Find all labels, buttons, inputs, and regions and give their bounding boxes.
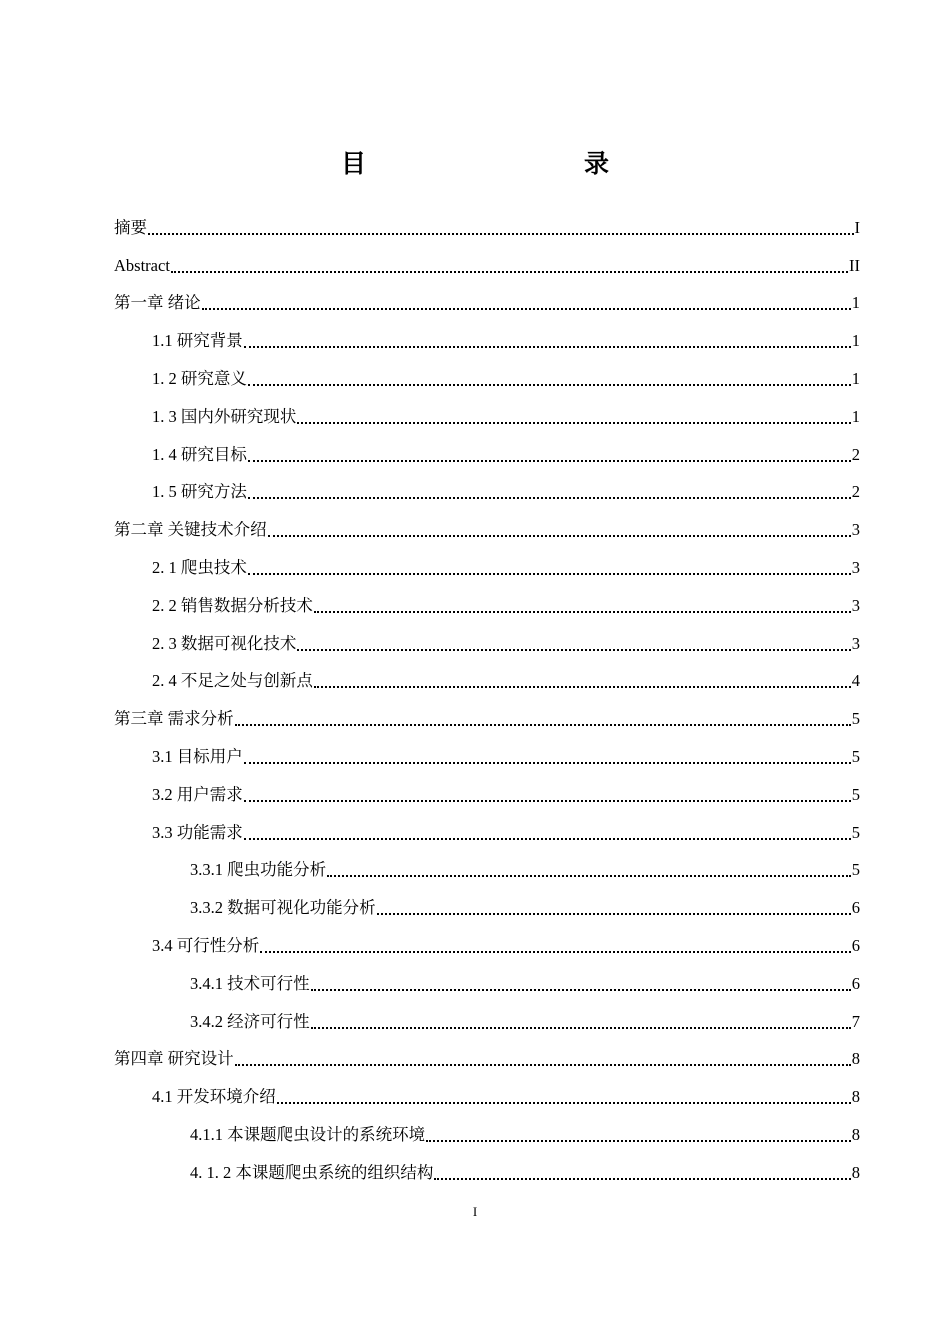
toc-entry-page: 8 bbox=[851, 1124, 860, 1144]
toc-entry-page: 1 bbox=[851, 293, 860, 313]
toc-dot-leader bbox=[244, 788, 851, 802]
toc-entry[interactable] bbox=[114, 880, 860, 918]
toc-dot-leader bbox=[244, 826, 851, 840]
toc-dot-leader bbox=[314, 599, 851, 613]
toc-entry-label: 第一章 绪论 bbox=[114, 293, 201, 313]
page-number: I bbox=[472, 1204, 478, 1219]
toc-entry-label: 2. 2 销售数据分析技术 bbox=[152, 595, 313, 615]
page-title: 目 录 bbox=[340, 149, 665, 178]
toc-entry-page: 5 bbox=[851, 784, 860, 804]
toc-entry-label: 2. 4 不足之处与创新点 bbox=[152, 671, 313, 691]
toc-entry[interactable] bbox=[114, 238, 860, 276]
toc-entry-page: 1 bbox=[851, 406, 860, 426]
toc-entry[interactable] bbox=[114, 1069, 860, 1107]
toc-dot-leader bbox=[434, 1166, 850, 1180]
toc-dot-leader bbox=[311, 1015, 851, 1029]
toc-entry[interactable] bbox=[114, 313, 860, 351]
toc-entry[interactable] bbox=[114, 729, 860, 767]
toc-dot-leader bbox=[202, 296, 851, 310]
toc-dot-leader bbox=[268, 523, 851, 537]
toc-dot-leader bbox=[327, 863, 851, 877]
toc-entry[interactable] bbox=[114, 1145, 860, 1183]
toc-entry-page: 1 bbox=[851, 368, 860, 388]
table-of-contents bbox=[114, 200, 860, 1183]
toc-entry-label: Abstract bbox=[114, 255, 170, 275]
toc-entry-page: 6 bbox=[851, 898, 860, 918]
toc-entry-label: 1.1 研究背景 bbox=[152, 331, 243, 351]
toc-dot-leader bbox=[314, 674, 851, 688]
toc-entry[interactable] bbox=[114, 389, 860, 427]
toc-dot-leader bbox=[244, 750, 851, 764]
toc-entry-page: 8 bbox=[851, 1049, 860, 1069]
toc-entry-page: 2 bbox=[851, 444, 860, 464]
toc-entry-label: 第四章 研究设计 bbox=[114, 1049, 234, 1069]
toc-entry-label: 3.4 可行性分析 bbox=[152, 935, 260, 955]
toc-entry-label: 3.3 功能需求 bbox=[152, 822, 243, 842]
toc-entry-label: 1. 5 研究方法 bbox=[152, 482, 247, 502]
toc-entry-page: 3 bbox=[851, 557, 860, 577]
toc-entry[interactable] bbox=[114, 843, 860, 881]
toc-entry-page: 7 bbox=[851, 1011, 860, 1031]
toc-dot-leader bbox=[426, 1128, 851, 1142]
toc-entry-page: 5 bbox=[851, 746, 860, 766]
toc-entry[interactable] bbox=[114, 918, 860, 956]
toc-entry-label: 4. 1. 2 本课题爬虫系统的组织结构 bbox=[190, 1162, 434, 1182]
toc-entry[interactable] bbox=[114, 691, 860, 729]
toc-entry[interactable] bbox=[114, 805, 860, 843]
toc-entry-page: 3 bbox=[851, 520, 860, 540]
toc-entry-page: 1 bbox=[851, 331, 860, 351]
toc-entry-label: 4.1.1 本课题爬虫设计的系统环境 bbox=[190, 1124, 426, 1144]
toc-entry-label: 1. 2 研究意义 bbox=[152, 368, 247, 388]
toc-entry-page: 6 bbox=[851, 973, 860, 993]
toc-entry-label: 3.4.1 技术可行性 bbox=[190, 973, 310, 993]
toc-dot-leader bbox=[377, 901, 851, 915]
toc-dot-leader bbox=[248, 561, 851, 575]
toc-entry[interactable] bbox=[114, 767, 860, 805]
toc-dot-leader bbox=[311, 977, 851, 991]
toc-entry-page: 3 bbox=[851, 633, 860, 653]
toc-dot-leader bbox=[244, 334, 851, 348]
toc-entry-label: 3.3.2 数据可视化功能分析 bbox=[190, 898, 376, 918]
toc-entry[interactable] bbox=[114, 1107, 860, 1145]
toc-entry-label: 1. 4 研究目标 bbox=[152, 444, 247, 464]
toc-entry-page: 5 bbox=[851, 860, 860, 880]
toc-entry-label: 4.1 开发环境介绍 bbox=[152, 1087, 276, 1107]
toc-dot-leader bbox=[260, 939, 851, 953]
toc-entry[interactable] bbox=[114, 465, 860, 503]
toc-entry[interactable] bbox=[114, 616, 860, 654]
toc-entry-label: 2. 3 数据可视化技术 bbox=[152, 633, 297, 653]
toc-entry[interactable] bbox=[114, 540, 860, 578]
toc-entry[interactable] bbox=[114, 654, 860, 692]
toc-entry-page: 6 bbox=[851, 935, 860, 955]
toc-dot-leader bbox=[148, 221, 854, 235]
toc-entry-label: 3.2 用户需求 bbox=[152, 784, 243, 804]
toc-entry-page: 3 bbox=[851, 595, 860, 615]
toc-dot-leader bbox=[248, 485, 851, 499]
toc-entry[interactable] bbox=[114, 994, 860, 1032]
toc-entry-label: 1. 3 国内外研究现状 bbox=[152, 406, 297, 426]
toc-entry-label: 第二章 关键技术介绍 bbox=[114, 520, 267, 540]
toc-entry-label: 3.3.1 爬虫功能分析 bbox=[190, 860, 327, 880]
toc-entry-label: 摘要 bbox=[114, 217, 147, 237]
toc-entry-page: 5 bbox=[851, 709, 860, 729]
toc-entry[interactable] bbox=[114, 427, 860, 465]
toc-entry-label: 3.4.2 经济可行性 bbox=[190, 1011, 310, 1031]
toc-entry[interactable] bbox=[114, 578, 860, 616]
toc-entry-page: I bbox=[854, 217, 860, 237]
toc-entry-page: 2 bbox=[851, 482, 860, 502]
toc-entry[interactable] bbox=[114, 502, 860, 540]
toc-entry-label: 第三章 需求分析 bbox=[114, 709, 234, 729]
toc-entry-page: 8 bbox=[851, 1087, 860, 1107]
toc-entry-page: 4 bbox=[851, 671, 860, 691]
toc-dot-leader bbox=[248, 448, 851, 462]
toc-dot-leader bbox=[297, 410, 850, 424]
toc-entry[interactable] bbox=[114, 956, 860, 994]
toc-entry[interactable] bbox=[114, 200, 860, 238]
toc-entry-label: 3.1 目标用户 bbox=[152, 746, 243, 766]
toc-dot-leader bbox=[277, 1090, 851, 1104]
toc-entry-page: 8 bbox=[851, 1162, 860, 1182]
toc-entry-page: II bbox=[849, 255, 860, 275]
toc-dot-leader bbox=[235, 1052, 851, 1066]
toc-entry[interactable] bbox=[114, 1032, 860, 1070]
toc-dot-leader bbox=[235, 712, 851, 726]
toc-entry-label: 2. 1 爬虫技术 bbox=[152, 557, 247, 577]
toc-dot-leader bbox=[248, 372, 851, 386]
toc-entry-page: 5 bbox=[851, 822, 860, 842]
toc-entry[interactable] bbox=[114, 276, 860, 314]
toc-dot-leader bbox=[171, 259, 848, 273]
toc-dot-leader bbox=[297, 637, 850, 651]
toc-entry[interactable] bbox=[114, 351, 860, 389]
